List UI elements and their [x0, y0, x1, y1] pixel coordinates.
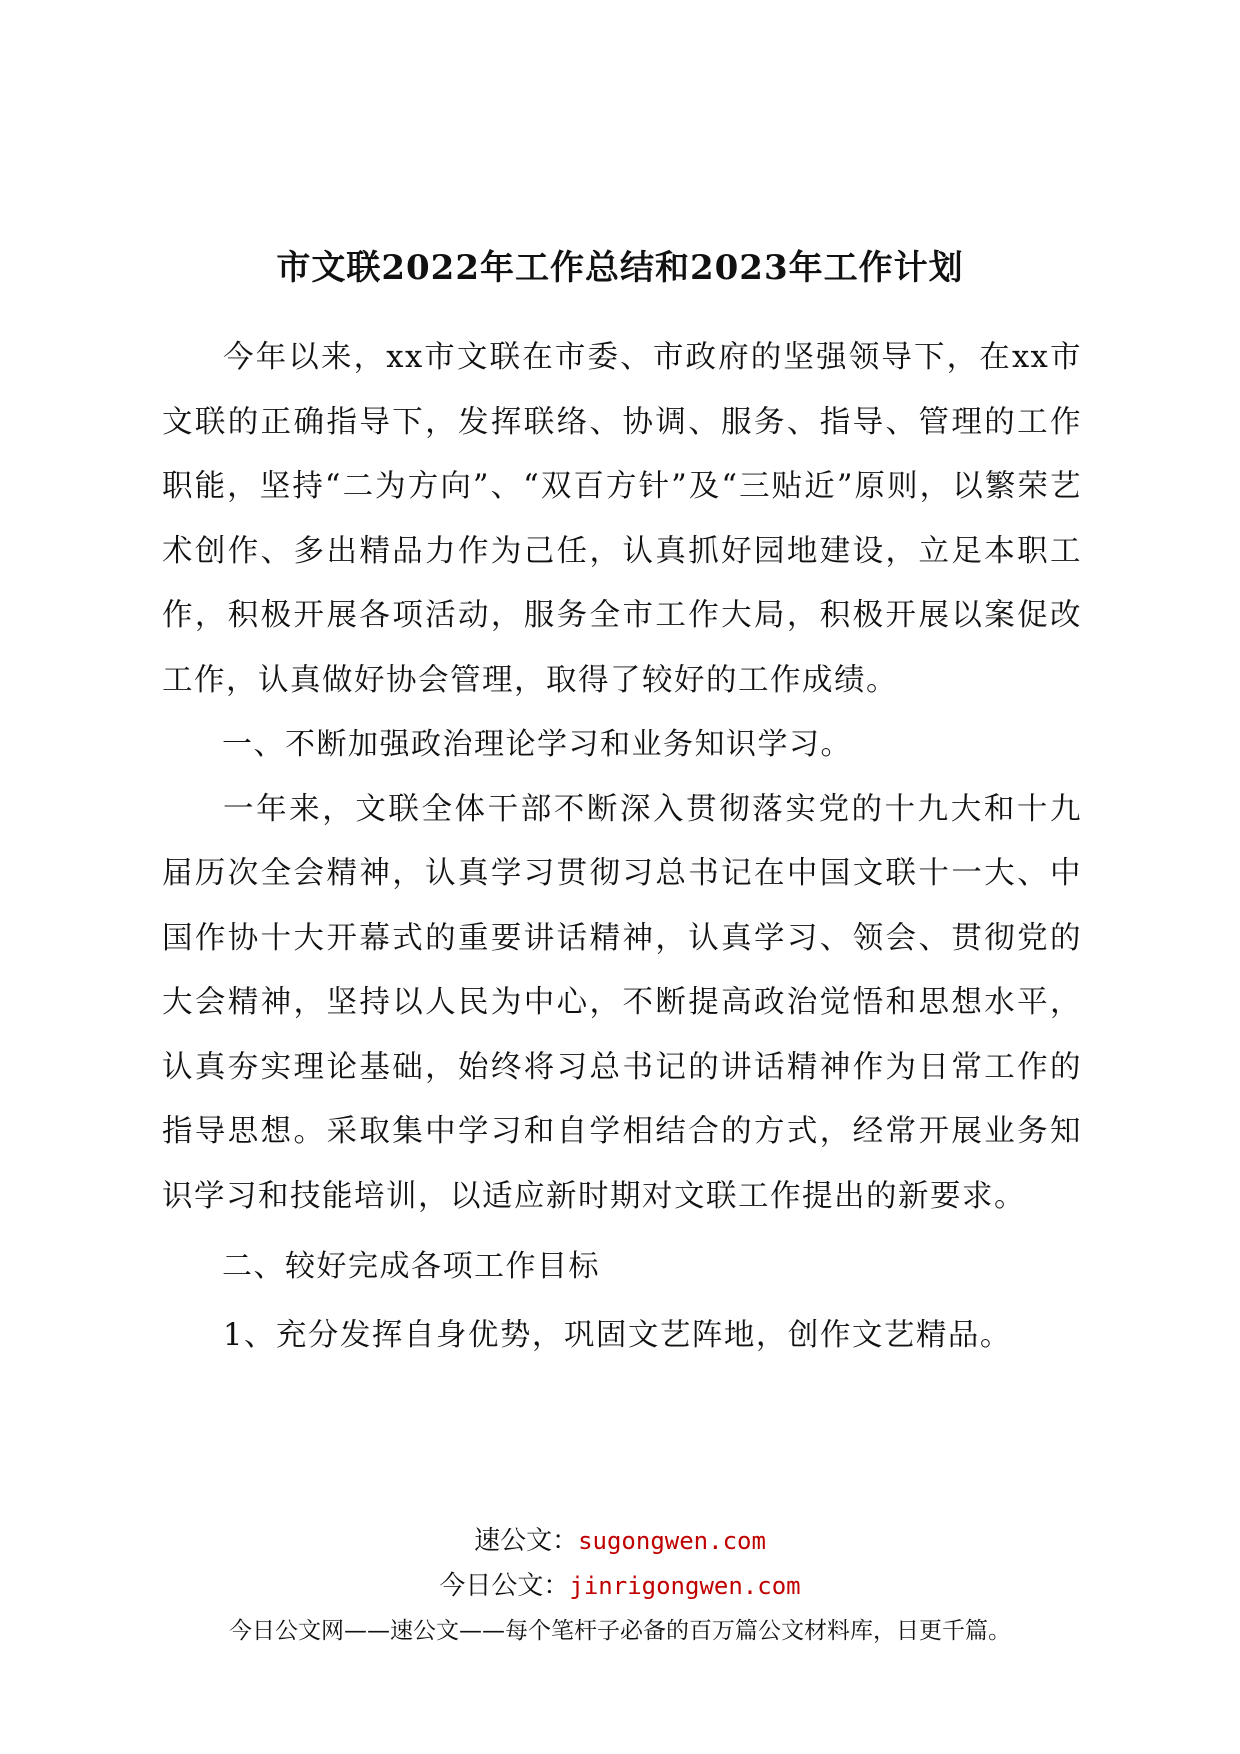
footer-link-sugongwen[interactable]: sugongwen.com	[578, 1527, 766, 1555]
footer-line-2	[0, 1565, 1240, 1602]
footer-tagline: 今日公文网——速公文——每个笔杆子必备的百万篇公文材料库，日更千篇。	[229, 1618, 1011, 1644]
intro-paragraph: 今年以来，xx市文联在市委、市政府的坚强领导下，在xx市文联的正确指导下，发挥联络、协调、服务、指导、管理的工作职能，坚持“二为方向”、“双百方针”及“三贴近”原则，以繁荣艺术创作、多出精品力作为己任，认真抓好园地建设，立足本职工作，积极开展各项活动，服务全市工作大局，积极开展以案促改工作，认真做好协会管理，取得了较好的工作成绩。	[162, 340, 1082, 698]
document-title: 市文联2022年工作总结和2023年工作计划	[276, 248, 964, 288]
footer-link-jinrigongwen[interactable]: jinrigongwen.com	[569, 1572, 801, 1600]
list-item-1: 1、充分发挥自身优势，巩固文艺阵地，创作文艺精品。	[223, 1317, 1012, 1353]
section-heading-2: 二、较好完成各项工作目标	[222, 1249, 600, 1284]
footer-label-2: 今日公文：	[439, 1571, 570, 1601]
document-body	[162, 326, 1082, 1368]
section-heading-1: 一、不断加强政治理论学习和业务知识学习。	[222, 727, 852, 762]
section-1-paragraph: 一年来，文联全体干部不断深入贯彻落实党的十九大和十九届历次全会精神，认真学习贯彻习总书记在中国文联十一大、中国作协十大开幕式的重要讲话精神，认真学习、领会、贯彻党的大会精神，坚持以人民为中心，不断提高政治觉悟和思想水平，认真夯实理论基础，始终将习总书记的讲话精神作为日常工作的指导思想。采取集中学习和自学相结合的方式，经常开展业务知识学习和技能培训，以适应新时期对文联工作提出的新要求。	[162, 791, 1082, 1214]
footer-label-1: 速公文：	[474, 1526, 579, 1556]
footer-line-1	[0, 1520, 1240, 1557]
